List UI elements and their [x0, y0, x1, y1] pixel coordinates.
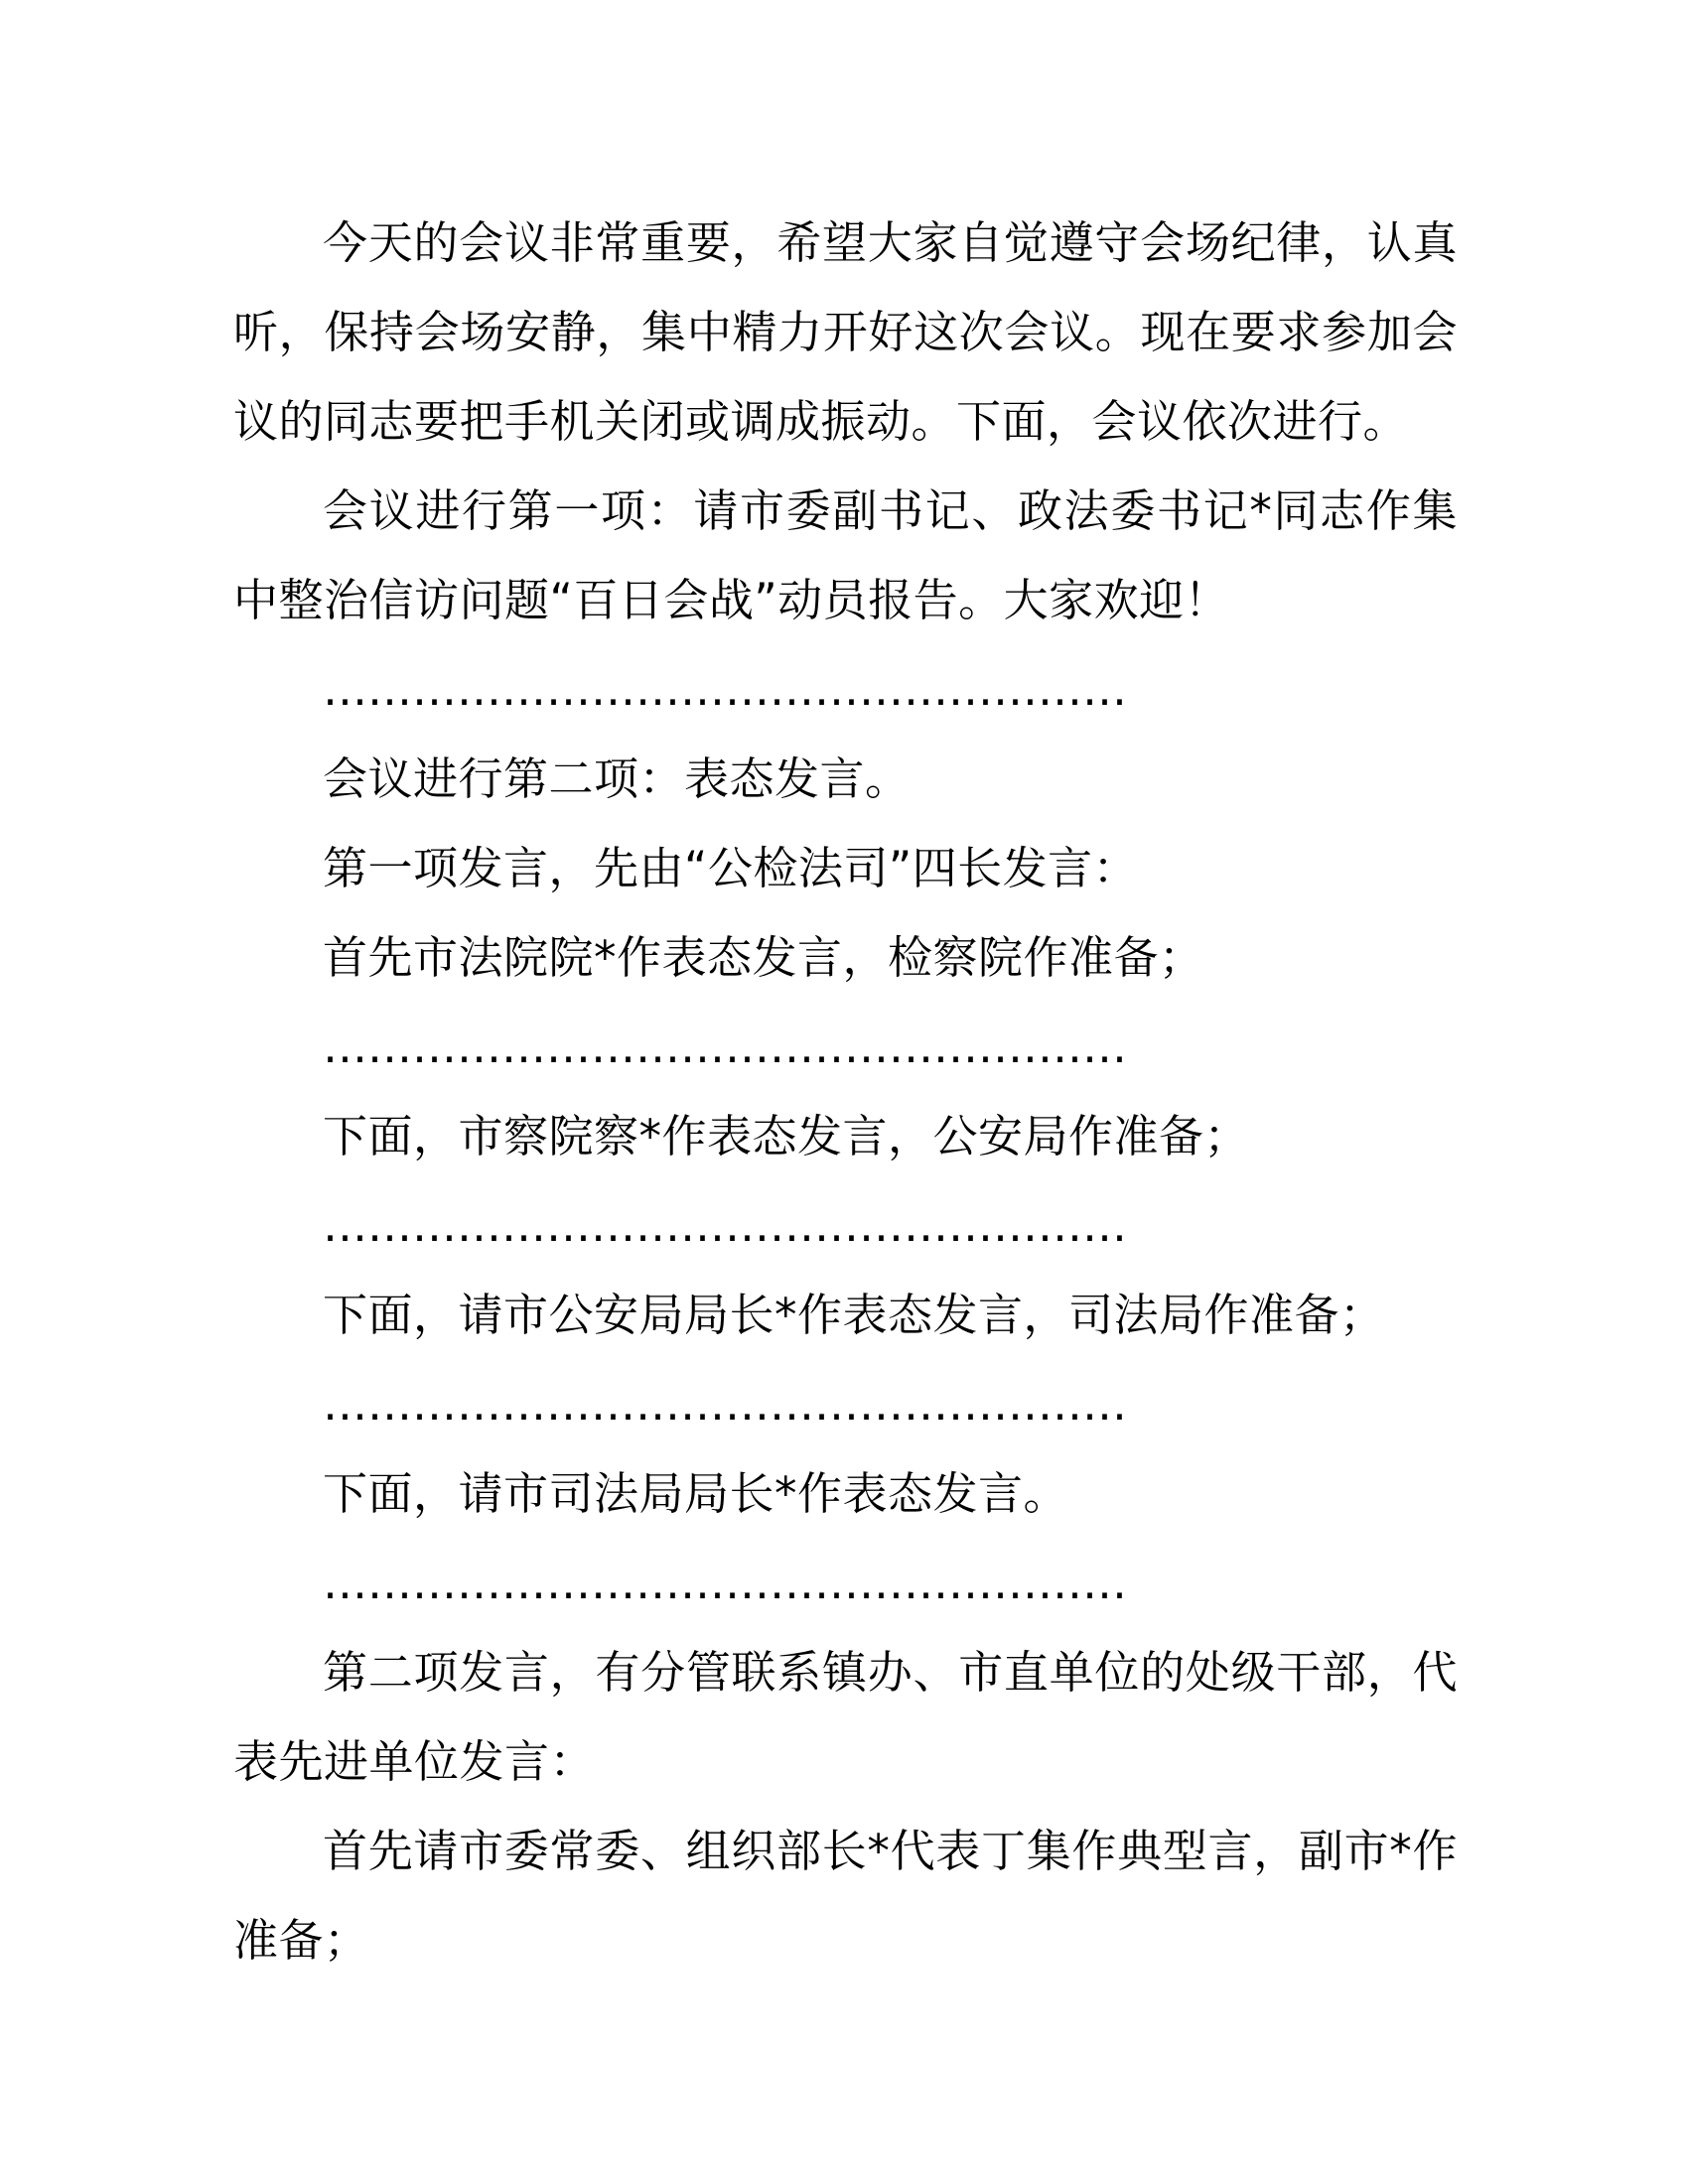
paragraph-meeting-discipline: 今天的会议非常重要，希望大家自觉遵守会场纪律，认真听，保持会场安静，集中精力开好这次会议。现在要求参加会议的同志要把手机关闭或调成振动。下面，会议依次进行。 — [233, 216, 1458, 448]
dots-separator: ……………………………………………… — [323, 1199, 1127, 1252]
dots-separator: ……………………………………………… — [323, 1557, 1127, 1609]
paragraph-court-speech: 首先市法院院*作表态发言，检察院作准备； — [323, 931, 1204, 984]
paragraph-public-security-speech: 下面，请市公安局局长*作表态发言，司法局作准备； — [323, 1289, 1385, 1341]
paragraph-second-speech-group: 第二项发言，有分管联系镇办、市直单位的处级干部，代表先进单位发言： — [233, 1646, 1458, 1788]
paragraph-justice-bureau-speech: 下面，请市司法局局长*作表态发言。 — [323, 1467, 1069, 1520]
dots-separator: ……………………………………………… — [323, 663, 1127, 716]
paragraph-procuratorate-speech: 下面，市察院察*作表态发言，公安局作准备； — [323, 1110, 1250, 1162]
paragraph-first-speech-group: 第一项发言，先由“公检法司”四长发言： — [323, 842, 1139, 894]
paragraph-organization-minister-speech: 首先请市委常委、组织部长*代表丁集作典型言，副市*作准备； — [233, 1825, 1458, 1967]
dots-separator: ……………………………………………… — [323, 1021, 1127, 1073]
document-body — [233, 199, 1458, 1985]
paragraph-agenda-item-1: 会议进行第一项：请市委副书记、政法委书记*同志作集中整治信访问题“百日会战”动员报告。大家欢迎！ — [233, 484, 1458, 626]
dots-separator: ……………………………………………… — [323, 1378, 1127, 1431]
paragraph-agenda-item-2: 会议进行第二项：表态发言。 — [323, 752, 911, 805]
